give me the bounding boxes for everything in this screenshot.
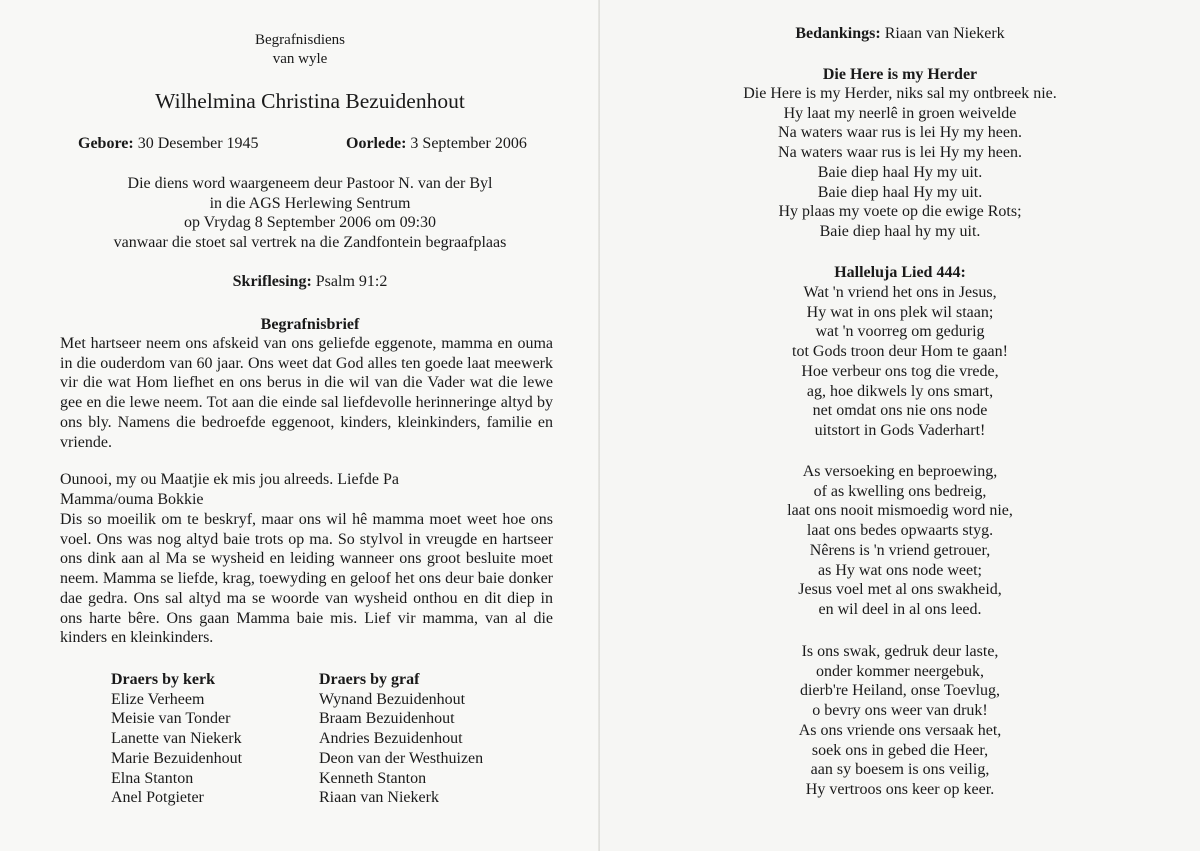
service-details <box>0 174 620 253</box>
hymn-line: en wil deel in al ons leed. <box>818 600 982 618</box>
psalm-line: Na waters waar rus is lei Hy my heen. <box>778 144 1022 162</box>
psalm-line: Die Here is my Herder, niks sal my ontbreek nie. <box>743 85 1057 102</box>
hymn-verse-2 <box>600 462 1200 620</box>
service-line: op Vrydag 8 September 2006 om 09:30 <box>183 214 437 232</box>
hymn-title: Halleluja Lied 444: <box>834 264 966 281</box>
acknowledgements <box>600 24 1200 44</box>
letter-heading: Begrafnisbrief <box>260 316 360 333</box>
hymn-line: laat ons bedes opwaarts styg. <box>806 522 994 540</box>
message-children: Dis so moeilik om te beskryf, maar ons wil hê mamma moet weet hoe ons voel. Ons was nog altyd baie trots op ma. So stylvol in vreugde en hartseer ons dink aan al Ma se wysheid en leiding wanneer ons groot besluite moet neem. Mamma se liefde, krag, toewyding en geloof het ons deur baie donker dae gedra. Ons sal altyd ma se woorde van wysheid onthou en dit diep in ons harte bêre. Ons gaan Mamma baie mis. Lief vir mamma, van al die kinders en kleinkinders. <box>60 511 553 647</box>
hymn-line: laat ons nooit mismoedig word nie, <box>787 502 1013 520</box>
thanks-value: Riaan van Niekerk <box>880 25 1005 42</box>
hymn-verse-3 <box>600 642 1200 800</box>
service-line: Die diens word waargeneem deur Pastoor N. van der Byl <box>127 175 493 192</box>
scripture-reading <box>0 272 620 292</box>
psalm-line: Na waters waar rus is lei Hy my heen. <box>778 124 1022 142</box>
reading-value: Psalm 91:2 <box>311 273 388 290</box>
hymn-line: soek ons in gebed die Heer, <box>811 741 989 759</box>
bearers-grave-title: Draers by graf <box>319 671 420 688</box>
hymn-line: aan sy boesem is ons veilig, <box>810 761 990 779</box>
psalm-line: Baie diep haal Hy my uit. <box>817 183 983 201</box>
hymn-line: of as kwelling ons bedreig, <box>813 482 987 500</box>
psalm-line: Baie diep haal hy my uit. <box>819 222 981 240</box>
bearer-name: Riaan van Niekerk <box>319 789 439 807</box>
birth-label: Gebore: <box>78 135 134 152</box>
birth-value: 30 Desember 1945 <box>133 135 259 152</box>
intro-heading <box>0 31 600 69</box>
hymn-line: Is ons swak, gedruk deur laste, <box>801 643 999 660</box>
bearer-name: Braam Bezuidenhout <box>319 710 455 728</box>
hymn-line: Nêrens is 'n vriend getrouer, <box>809 541 991 559</box>
psalm-line: Hy plaas my voete op die ewige Rots; <box>778 203 1022 221</box>
bearer-name: Elize Verheem <box>111 690 205 708</box>
bearers-grave <box>319 670 483 808</box>
hymn-line: Wat 'n vriend het ons in Jesus, <box>803 284 997 301</box>
deceased-name: Wilhelmina Christina Bezuidenhout <box>155 89 465 113</box>
bearer-name: Elna Stanton <box>111 769 194 787</box>
intro-line: van wyle <box>272 51 328 67</box>
bearer-name: Andries Bezuidenhout <box>319 730 463 748</box>
psalm-line: Hy laat my neerlê in groen weivelde <box>783 104 1017 122</box>
hymn-verse-1 <box>600 283 1200 441</box>
message-pa: Ounooi, my ou Maatjie ek mis jou alreeds. Liefde Pa <box>60 471 400 488</box>
hymn-line: o bevry ons weer van druk! <box>812 702 988 720</box>
death-label: Oorlede: <box>346 135 407 152</box>
intro-line: Begrafnisdiens <box>255 32 345 48</box>
reading-label: Skriflesing: <box>232 273 312 290</box>
bearer-name: Anel Potgieter <box>111 789 204 807</box>
hymn-line: uitstort in Gods Vaderhart! <box>814 421 986 439</box>
thanks-label: Bedankings: <box>795 25 881 42</box>
hymn-line: ag, hoe dikwels ly ons smart, <box>806 382 994 400</box>
hymn-line: Hy vertroos ons keer op keer. <box>805 780 995 798</box>
hymn-line: Hoe verbeur ons tog die vrede, <box>801 362 999 380</box>
hymn-line: net omdat ons nie ons node <box>812 402 988 420</box>
bearers-church-title: Draers by kerk <box>111 671 215 688</box>
service-line: vanwaar die stoet sal vertrek na die Zandfontein begraafplaas <box>113 234 507 252</box>
bearer-name: Wynand Bezuidenhout <box>319 690 466 708</box>
right-page <box>600 0 1200 851</box>
hymn-line: as Hy wat ons node weet; <box>818 561 982 579</box>
bearer-name: Kenneth Stanton <box>319 769 427 787</box>
psalm-title: Die Here is my Herder <box>822 66 978 83</box>
birth-date <box>78 134 259 154</box>
message-mamma-heading: Mamma/ouma Bokkie <box>60 491 204 508</box>
bearer-name: Meisie van Tonder <box>111 710 231 728</box>
hymn-line: Jesus voel met al ons swakheid, <box>798 581 1002 599</box>
hymn-line: onder kommer neergebuk, <box>815 662 985 680</box>
service-line: in die AGS Herlewing Sentrum <box>209 194 411 212</box>
funeral-letter: Met hartseer neem ons afskeid van ons geliefde eggenote, mamma en ouma in die ouderdom van 60 jaar. Ons weet dat God alles ten goede laat meewerk vir die wat Hom liefhet en ons berus in die wil van die Vader wat die lewe gee en die lewe neem. Tot aan die einde sal liefdevolle herinneringe altyd by ons bly. Namens die bedroefde eggenoot, kinders, kleinkinders, familie en vriende. <box>60 335 553 451</box>
bearer-name: Marie Bezuidenhout <box>111 749 243 767</box>
hymn-line: wat 'n voorreg om gedurig <box>815 323 985 341</box>
bearer-name: Deon van der Westhuizen <box>319 749 484 767</box>
psalm-line: Baie diep haal Hy my uit. <box>817 163 983 181</box>
psalm-text <box>600 84 1200 242</box>
hymn-line: tot Gods troon deur Hom te gaan! <box>792 343 1008 361</box>
hymn-line: Hy wat in ons plek wil staan; <box>806 303 994 321</box>
bearers-church <box>111 670 242 808</box>
hymn-line: As versoeking en beproewing, <box>802 463 998 480</box>
hymn-line: dierb're Heiland, onse Toevlug, <box>799 682 1001 700</box>
bearer-name: Lanette van Niekerk <box>111 730 242 748</box>
death-date <box>346 134 527 154</box>
hymn-line: As ons vriende ons versaak het, <box>798 721 1002 739</box>
death-value: 3 September 2006 <box>406 135 527 152</box>
